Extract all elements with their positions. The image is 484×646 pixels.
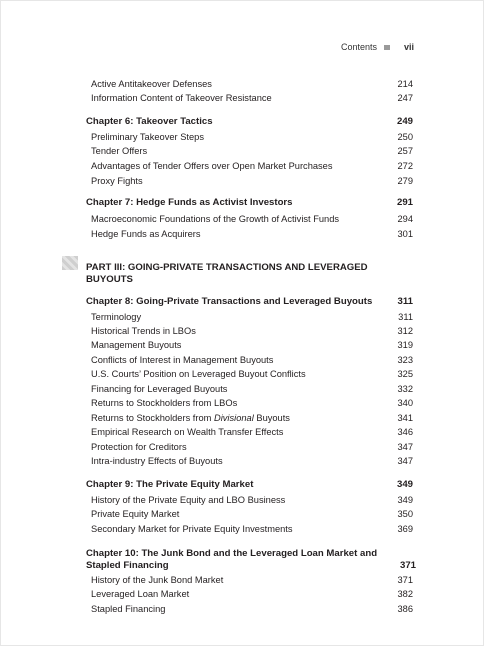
square-bullet-icon bbox=[384, 45, 390, 50]
toc-entry bbox=[0, 310, 484, 324]
toc-entry-page: 247 bbox=[397, 93, 413, 103]
toc-entry bbox=[0, 324, 484, 338]
toc-entry-title: Terminology bbox=[91, 312, 142, 322]
toc-entry bbox=[0, 573, 484, 587]
toc-entry bbox=[0, 425, 484, 439]
toc-entry-title: Historical Trends in LBOs bbox=[91, 326, 196, 336]
chapter-title: Chapter 9: The Private Equity Market bbox=[86, 479, 254, 490]
toc-entry bbox=[0, 382, 484, 396]
toc-entry-page: 250 bbox=[397, 132, 413, 142]
toc-entry-page: 214 bbox=[397, 79, 413, 89]
chapter-title: Chapter 6: Takeover Tactics bbox=[86, 116, 213, 127]
toc-entry-page: 382 bbox=[397, 589, 413, 599]
toc-entry-title: Secondary Market for Private Equity Investments bbox=[91, 524, 293, 534]
toc-entry-page: 319 bbox=[397, 340, 413, 350]
toc-entry bbox=[0, 91, 484, 105]
toc-entry-page: 294 bbox=[397, 214, 413, 224]
chapter-title: Chapter 10: The Junk Bond and the Leveraged Loan Market and Stapled Financing bbox=[86, 548, 378, 571]
toc-entry-title: Protection for Creditors bbox=[91, 442, 187, 452]
toc-entry bbox=[0, 353, 484, 367]
chapter-heading bbox=[0, 196, 484, 210]
toc-entry bbox=[0, 396, 484, 410]
toc-entry-title: Proxy Fights bbox=[91, 176, 143, 186]
toc-entry-title: Intra-industry Effects of Buyouts bbox=[91, 456, 223, 466]
toc-entry-title: U.S. Courts’ Position on Leveraged Buyout Conflicts bbox=[91, 369, 306, 379]
toc-entry-title: Returns to Stockholders from LBOs bbox=[91, 398, 238, 408]
toc-entry bbox=[0, 130, 484, 144]
toc-entry bbox=[0, 159, 484, 173]
toc-entry-page: 312 bbox=[397, 326, 413, 336]
toc-entry-title: Financing for Leveraged Buyouts bbox=[91, 384, 228, 394]
toc-entry-page: 272 bbox=[397, 161, 413, 171]
chapter-page: 291 bbox=[396, 197, 413, 208]
chapter-page: 349 bbox=[396, 479, 413, 490]
toc-entry bbox=[0, 144, 484, 158]
chapter-page: 371 bbox=[399, 560, 416, 571]
toc-entry bbox=[0, 587, 484, 601]
toc-entry bbox=[0, 522, 484, 536]
page-number: vii bbox=[403, 42, 414, 52]
toc-entry-page: 311 bbox=[398, 312, 413, 322]
toc-entry-title-part: Returns to Stockholders from bbox=[91, 413, 214, 423]
toc-entry-page: 325 bbox=[397, 369, 413, 379]
toc-entry-page: 340 bbox=[397, 398, 413, 408]
toc-entry bbox=[0, 212, 484, 226]
toc-entry-title: Empirical Research on Wealth Transfer Effects bbox=[91, 427, 284, 437]
toc-entry-page: 371 bbox=[397, 575, 413, 585]
toc-entry bbox=[0, 507, 484, 521]
toc-entry-title: Tender Offers bbox=[91, 146, 148, 156]
toc-entry-title-emphasis: Divisional bbox=[213, 413, 254, 423]
toc-entry-title: Information Content of Takeover Resistance bbox=[91, 93, 272, 103]
toc-entry bbox=[0, 411, 484, 425]
toc-entry bbox=[0, 77, 484, 91]
toc-entry-page: 349 bbox=[397, 495, 413, 505]
toc-entry-page: 386 bbox=[397, 604, 413, 614]
toc-entry-title: Stapled Financing bbox=[91, 604, 166, 614]
chapter-page: 311 bbox=[397, 296, 413, 307]
toc-entry bbox=[0, 454, 484, 468]
part-heading: PART III: GOING-PRIVATE TRANSACTIONS AND LEVERAGED BUYOUTS bbox=[86, 262, 368, 285]
toc-entry-title: Private Equity Market bbox=[91, 509, 180, 519]
chapter-heading bbox=[86, 548, 416, 572]
toc-entry-page: 279 bbox=[397, 176, 413, 186]
toc-entry-title-part: Buyouts bbox=[253, 413, 290, 423]
chapter-title: Chapter 8: Going-Private Transactions and Leveraged Buyouts bbox=[86, 296, 373, 307]
chapter-heading bbox=[0, 115, 484, 129]
toc-entry-title: Management Buyouts bbox=[91, 340, 182, 350]
chapter-title: Chapter 7: Hedge Funds as Activist Investors bbox=[86, 197, 293, 208]
toc-entry-page: 341 bbox=[397, 413, 413, 423]
toc-entry-title: Conflicts of Interest in Management Buyouts bbox=[91, 355, 274, 365]
toc-entry bbox=[0, 174, 484, 188]
toc-entry-page: 347 bbox=[397, 456, 413, 466]
toc-entry-page: 347 bbox=[397, 442, 413, 452]
toc-entry-page: 301 bbox=[397, 229, 413, 239]
toc-entry-title: Macroeconomic Foundations of the Growth of Activist Funds bbox=[91, 214, 340, 224]
toc-entry-page: 346 bbox=[397, 427, 413, 437]
toc-entry bbox=[0, 367, 484, 381]
toc-entry-page: 323 bbox=[397, 355, 413, 365]
toc-entry-title: History of the Private Equity and LBO Business bbox=[91, 495, 286, 505]
toc-entry bbox=[0, 602, 484, 616]
toc-entry-title: Advantages of Tender Offers over Open Market Purchases bbox=[91, 161, 333, 171]
toc-entry-page: 369 bbox=[397, 524, 413, 534]
running-head-section: Contents bbox=[340, 42, 377, 52]
toc-entry-title: Hedge Funds as Acquirers bbox=[91, 229, 201, 239]
toc-entry-title: Leveraged Loan Market bbox=[91, 589, 190, 599]
toc-entry bbox=[0, 440, 484, 454]
toc-entry bbox=[0, 227, 484, 241]
chapter-heading bbox=[0, 478, 484, 492]
toc-entry-page: 350 bbox=[397, 509, 413, 519]
toc-entry-title: Preliminary Takeover Steps bbox=[91, 132, 204, 142]
toc-entry bbox=[0, 338, 484, 352]
toc-entry-page: 257 bbox=[397, 146, 413, 156]
chapter-heading bbox=[0, 295, 484, 309]
toc-entry-title: Active Antitakeover Defenses bbox=[91, 79, 212, 89]
running-head bbox=[341, 42, 414, 52]
toc-entry-title bbox=[91, 411, 290, 425]
part-marker-icon bbox=[62, 256, 78, 270]
toc-entry-title: History of the Junk Bond Market bbox=[91, 575, 224, 585]
chapter-page: 249 bbox=[396, 116, 413, 127]
toc-entry bbox=[0, 493, 484, 507]
toc-entry-page: 332 bbox=[397, 384, 413, 394]
